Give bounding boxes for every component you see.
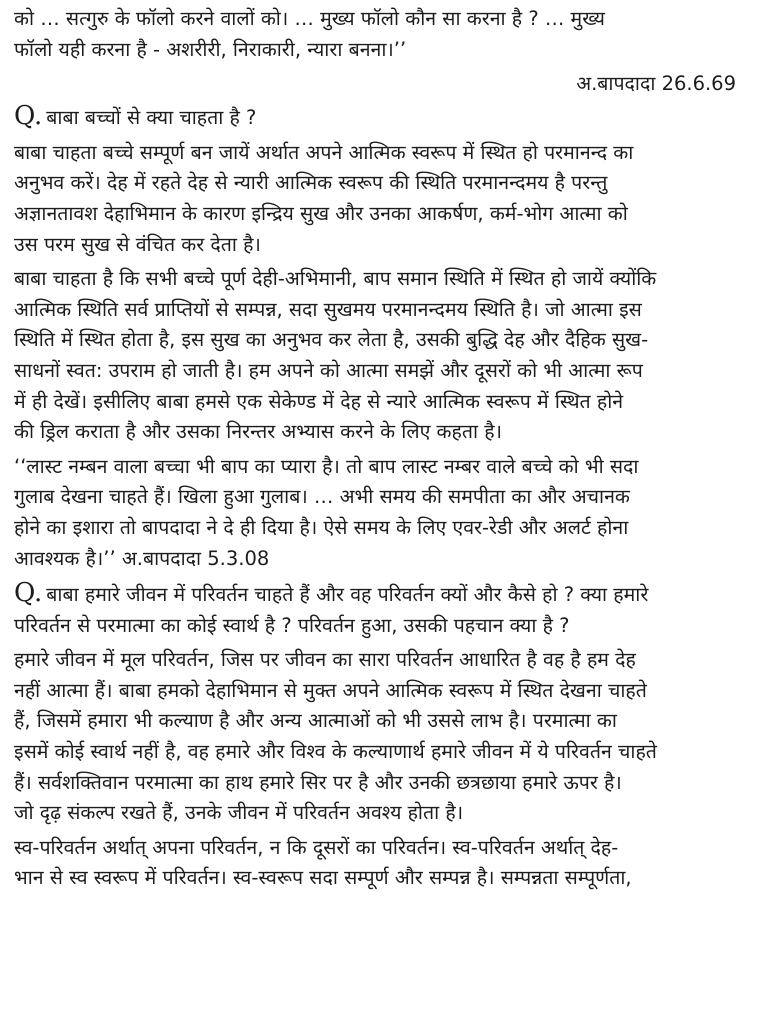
quote-paragraph (14, 452, 736, 574)
text-line: आत्मिक स्थिति सर्व प्राप्तियों से सम्पन्न, सदा सुखमय परमानन्दमय स्थिति है। जो आत्मा इस (14, 297, 642, 321)
answer-2-paragraph-1 (14, 645, 736, 829)
text-line: साधनों स्वत: उपराम हो जाती है। हम अपने को आत्मा समझें और दूसरों को भी आत्मा रूप (14, 358, 643, 382)
text-line: स्व-परिवर्तन अर्थात् अपना परिवर्तन, न कि दूसरों का परिवर्तन। स्व-परिवर्तन अर्थात् देह- (14, 835, 619, 859)
text-line: ‘‘लास्ट नम्बन वाला बच्चा भी बाप का प्यारा है। तो बाप लास्ट नम्बर वाले बच्चे को भी सदा (14, 454, 639, 478)
text-line: को … सत्गुरु के फॉलो करने वालों को। … मुख्य फॉलो कौन सा करना है ? … मुख्य (14, 7, 605, 30)
text-line: हैं, जिसमें हमारा भी कल्याण है और अन्य आत्माओं को भी उससे लाभ है। परमात्मा का (14, 709, 617, 733)
quote-citation: अ.बापदादा 5.3.08 (121, 546, 270, 570)
text-line: उस परम सुख से वंचित कर देता है। (14, 232, 261, 256)
question-marker: Q. (14, 578, 43, 609)
quote-last-line (14, 544, 736, 575)
text-line: भान से स्व स्वरूप में परिवर्तन। स्व-स्वरूप सदा सम्पूर्ण और सम्पन्न है। सम्पन्नता सम्पूर्णता, (14, 866, 632, 890)
text-line: की ड्रिल कराता है और उसका निरन्तर अभ्यास करने के लिए कहता है। (14, 420, 502, 444)
question-line: परिवर्तन से परमात्मा का कोई स्वार्थ है ? परिवर्तन हुआ, उसकी पहचान क्या है ? (14, 613, 570, 637)
question-line (14, 578, 736, 611)
text-line: गुलाब देखना चाहते हैं। खिला हुआ गुलाब। … अभी समय की समपीता का और अचानक (14, 485, 630, 509)
text-line: नहीं आत्मा हैं। बाबा हमको देहाभिमान से मुक्त अपने आत्मिक स्वरूप में स्थित देखना चाहते (14, 678, 647, 702)
text-line: फॉलो यही करना है - अशरीरी, निराकारी, न्यारा बनना।’’ (14, 37, 407, 61)
question-text: बाबा बच्चों से क्या चाहता है ? (46, 106, 257, 130)
intro-paragraph (14, 4, 736, 65)
text-line: होने का इशारा तो बापदादा ने दे ही दिया है। ऐसे समय के लिए एवर-रेडी और अलर्ट होना (14, 515, 629, 539)
question-1 (14, 101, 736, 134)
text-line: जो दृढ़ संकल्प रखते हैं, उनके जीवन में परिवर्तन अवश्य होता है। (14, 801, 464, 825)
text-line: स्थिति में स्थित होता है, इस सुख का अनुभव कर लेता है, उसकी बुद्धि देह और दैहिक सुख- (14, 328, 649, 352)
text-line: इसमें कोई स्वार्थ नहीं है, वह हमारे और विश्व के कल्याणार्थ हमारे जीवन में ये परिवर्तन चाहते (14, 740, 657, 764)
answer-2-paragraph-2 (14, 833, 736, 894)
document-page (14, 4, 736, 898)
text-line: बाबा चाहता बच्चे सम्पूर्ण बन जायें अर्थात अपने आत्मिक स्वरूप में स्थित हो परमानन्द का (14, 140, 634, 164)
text-line: में ही देखें। इसीलिए बाबा हमसे एक सेकेण्ड में देह से न्यारे आत्मिक स्वरूप में स्थित होने (14, 389, 624, 413)
text-line: हैं। सर्वशक्तिवान परमात्मा का हाथ हमारे सिर पर है और उनकी छत्रछाया हमारे ऊपर है। (14, 770, 622, 794)
question-text: बाबा हमारे जीवन में परिवर्तन चाहते हैं और वह परिवर्तन क्यों और कैसे हो ? क्या हमारे (46, 583, 649, 607)
answer-1-paragraph-1 (14, 138, 736, 260)
question-marker: Q. (14, 101, 43, 132)
text-line: अनुभव करें। देह में रहते देह से न्यारी आत्मिक स्वरूप की स्थिति परमानन्दमय है परन्तु (14, 171, 608, 195)
question-2 (14, 578, 736, 641)
answer-1-paragraph-2 (14, 264, 736, 448)
text-line: हमारे जीवन में मूल परिवर्तन, जिस पर जीवन का सारा परिवर्तन आधारित है वह है हम देह (14, 648, 636, 672)
text-line: अज्ञानतावश देहाभिमान के कारण इन्द्रिय सुख और उनका आकर्षण, कर्म-भोग आत्मा को (14, 201, 628, 225)
text-line: आवश्यक है।’’ (14, 546, 116, 570)
text-line: बाबा चाहता है कि सभी बच्चे पूर्ण देही-अभिमानी, बाप समान स्थिति में स्थित हो जायें क्योंकि (14, 267, 657, 291)
intro-citation: अ.बापदादा 26.6.69 (576, 72, 736, 96)
